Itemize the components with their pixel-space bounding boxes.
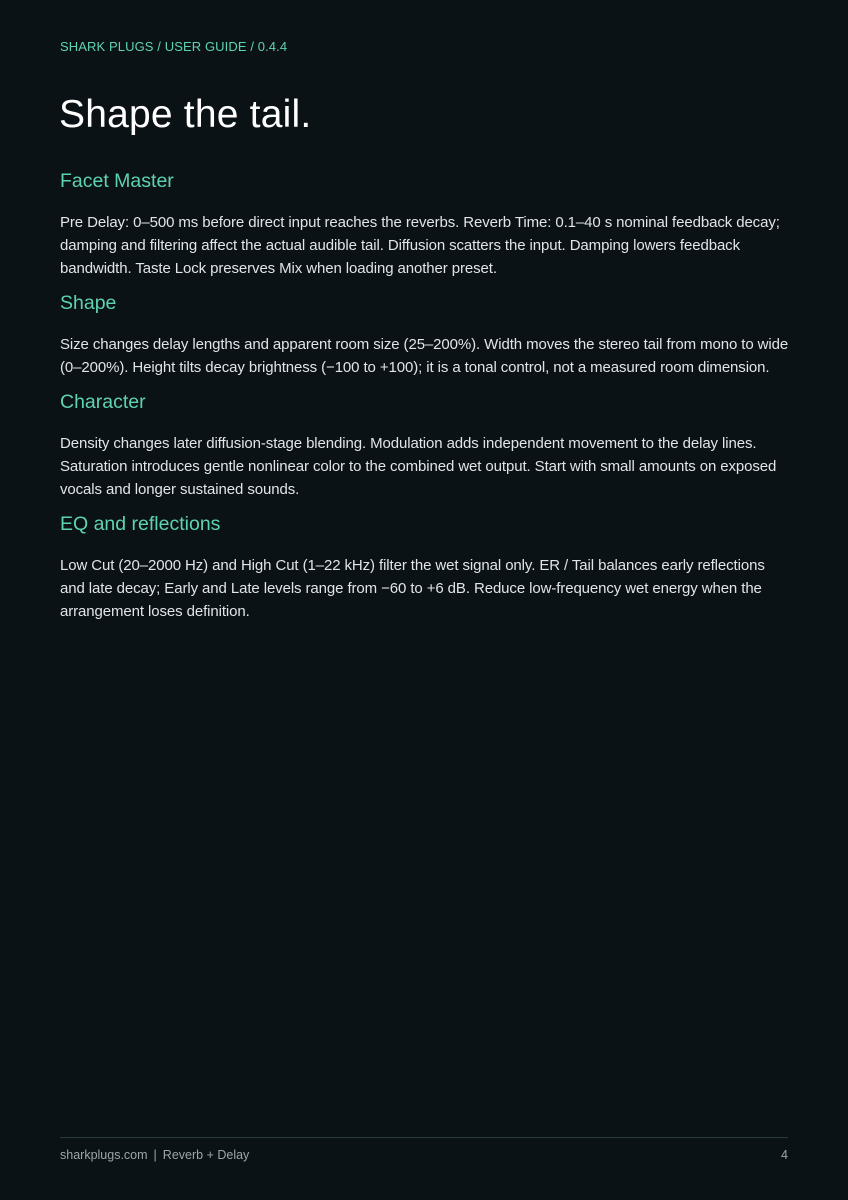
section-character — [60, 389, 790, 501]
section-heading: Shape — [60, 292, 117, 314]
section-eq-and-reflections — [60, 511, 790, 623]
page-number: 4 — [781, 1148, 788, 1162]
section-heading: EQ and reflections — [60, 513, 221, 535]
page-title: Shape the tail. — [59, 93, 312, 136]
section-body: Low Cut (20–2000 Hz) and High Cut (1–22 kHz) filter the wet signal only. ER / Tail balances early reflections and late decay; Early and Late levels range from −60 to +6 dB. Reduce low-frequency wet energy when the arrangement loses definition. — [60, 557, 765, 620]
footer-separator: | — [153, 1148, 157, 1162]
breadcrumb: SHARK PLUGS / USER GUIDE / 0.4.4 — [60, 39, 288, 54]
footer-divider — [60, 1137, 788, 1138]
section-heading: Facet Master — [60, 170, 174, 192]
section-body: Pre Delay: 0–500 ms before direct input reaches the reverbs. Reverb Time: 0.1–40 s nominal feedback decay; damping and filtering affect the actual audible tail. Diffusion scatters the input. Damping lowers feedback bandwidth. Taste Lock preserves Mix when loading another preset. — [60, 214, 780, 277]
content — [60, 168, 790, 623]
footer-site-link[interactable]: sharkplugs.com — [60, 1148, 148, 1162]
section-body: Density changes later diffusion-stage blending. Modulation adds independent movement to the delay lines. Saturation introduces gentle nonlinear color to the combined wet output. Start with small amounts on exposed vocals and longer sustained sounds. — [60, 435, 777, 498]
footer-info — [60, 1148, 249, 1162]
footer-product-name: Reverb + Delay — [162, 1148, 250, 1162]
section-body: Size changes delay lengths and apparent room size (25–200%). Width moves the stereo tail from mono to wide (0–200%). Height tilts decay brightness (−100 to +100); it is a tonal control, not a measured room dimension. — [60, 336, 789, 376]
section-shape — [60, 290, 790, 379]
section-facet-master — [60, 168, 790, 280]
section-heading: Character — [60, 391, 146, 413]
